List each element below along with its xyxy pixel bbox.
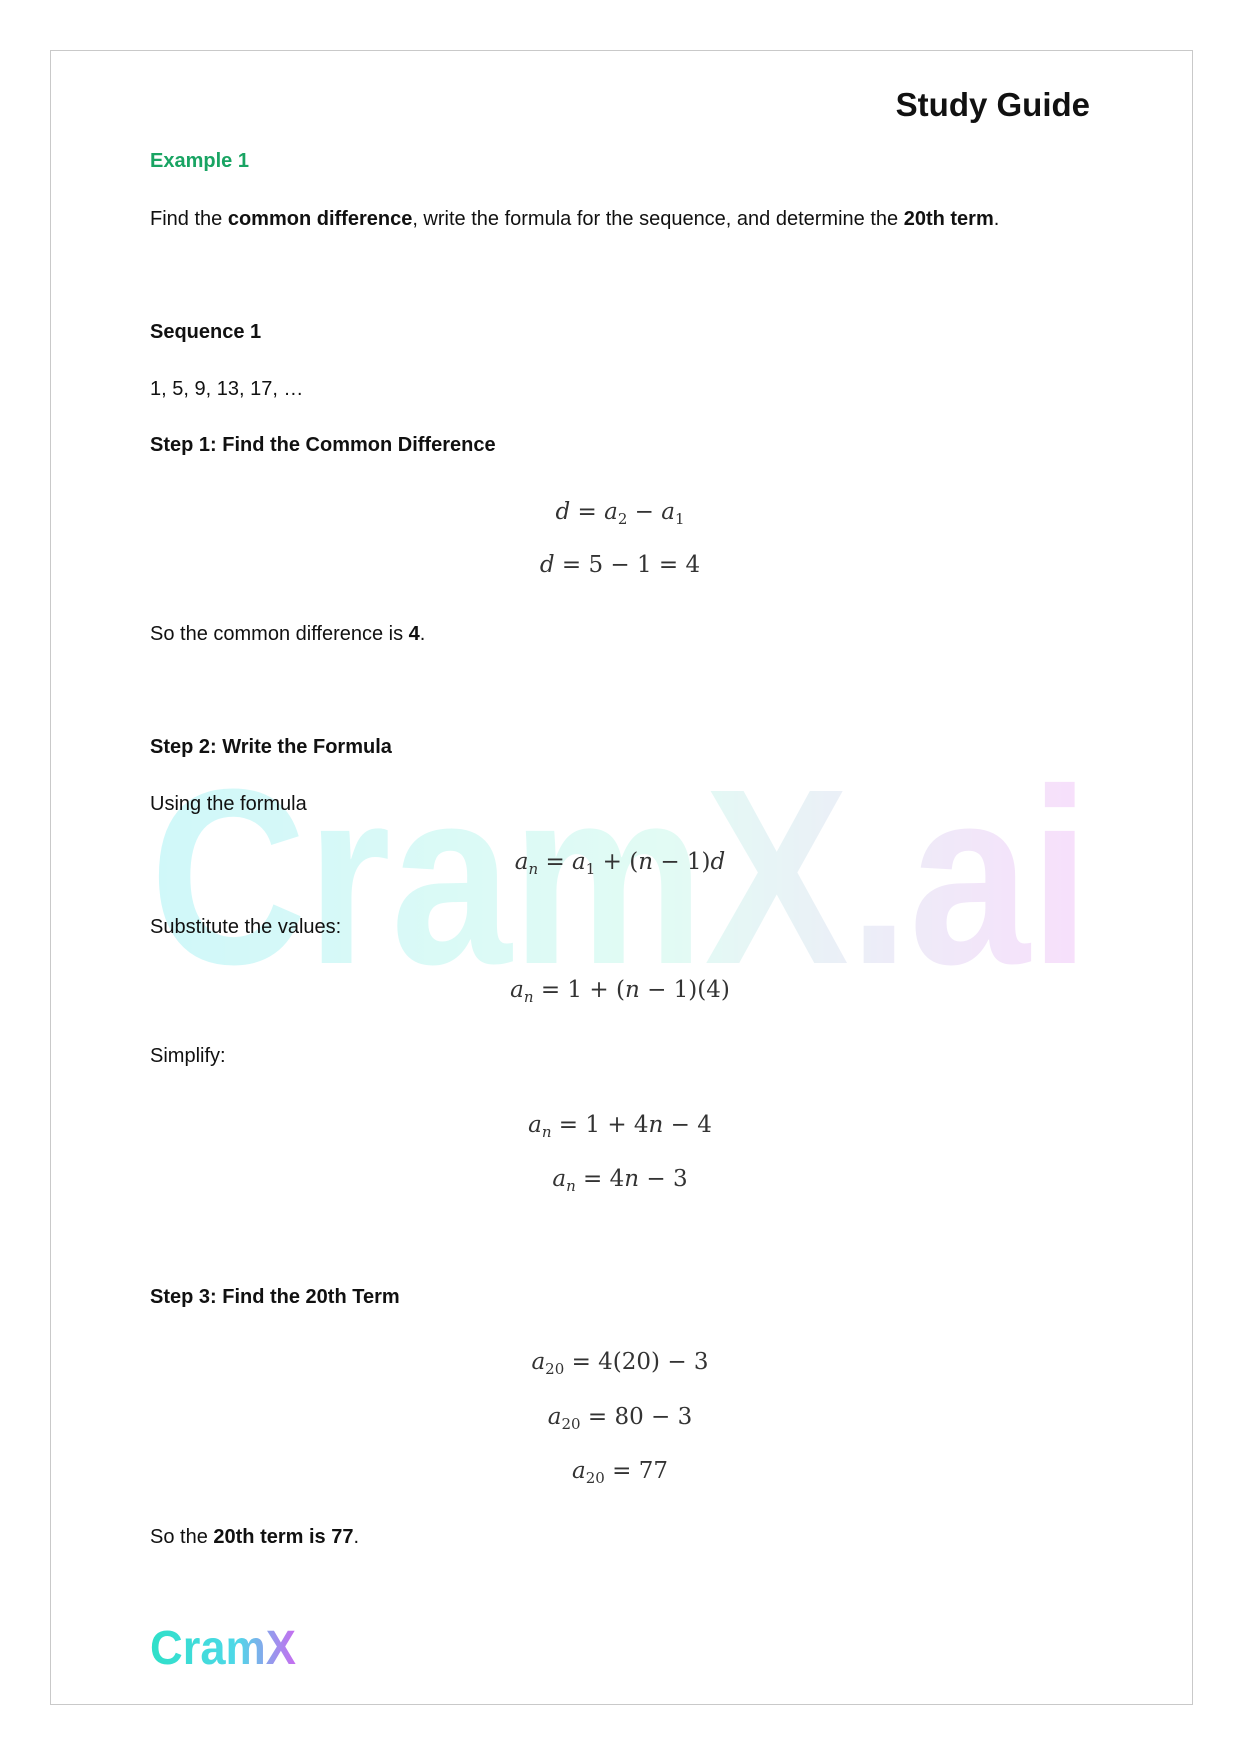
equation-a20-multiply: $a_{20} = 80 - 3$ (547, 1404, 693, 1433)
sequence-terms: 1, 5, 9, 13, 17, … (150, 378, 304, 400)
step1-conclusion-value: 4 (408, 623, 420, 645)
equation-simplified: $a_n = 4n - 3$ (552, 1166, 688, 1195)
logo-text: CramX (150, 1622, 296, 1672)
watermark-text: CramX.ai (150, 758, 1090, 998)
step3-conclusion-bold: 20th term is 77 (213, 1526, 354, 1548)
example-intro (150, 206, 999, 232)
intro-text-1: Find the (150, 208, 228, 230)
equation-d-definition: $d = a_2 - a_1$ (555, 499, 685, 528)
equation-substituted: $a_n = 1 + (n - 1)(4)$ (510, 977, 730, 1006)
step1-conclusion (150, 621, 425, 647)
intro-bold-common-difference: common difference (227, 208, 413, 230)
equation-a20-substitute: $a_{20} = 4(20) - 3$ (531, 1349, 709, 1378)
using-formula-label: Using the formula (150, 793, 307, 815)
substitute-label: Substitute the values: (150, 916, 342, 938)
simplify-label: Simplify: (150, 1045, 226, 1067)
step3-heading: Step 3: Find the 20th Term (150, 1286, 400, 1308)
intro-text-3: . (993, 208, 1000, 230)
cramx-logo (150, 1622, 300, 1672)
step3-conclusion-prefix: So the (150, 1526, 214, 1548)
intro-bold-20th-term: 20th term (903, 208, 994, 230)
step3-conclusion-suffix: . (353, 1526, 360, 1548)
step1-heading: Step 1: Find the Common Difference (150, 434, 496, 456)
example-label: Example 1 (150, 150, 249, 172)
equation-a20-result: $a_{20} = 77$ (572, 1458, 668, 1487)
equation-d-value: d = 5 − 1 = 4 (539, 552, 701, 578)
equation-expanded: $a_n = 1 + 4n - 4$ (528, 1112, 712, 1141)
step2-heading: Step 2: Write the Formula (150, 736, 392, 758)
sequence-heading: Sequence 1 (150, 321, 262, 343)
step1-conclusion-prefix: So the common difference is (150, 623, 409, 645)
intro-text-2: , write the formula for the sequence, and determine the (412, 208, 904, 230)
step3-conclusion (150, 1524, 359, 1550)
step1-conclusion-suffix: . (419, 623, 426, 645)
equation-general-formula: $a_n = a_1 + (n - 1)d$ (514, 849, 726, 878)
page-title: Study Guide (895, 86, 1090, 123)
